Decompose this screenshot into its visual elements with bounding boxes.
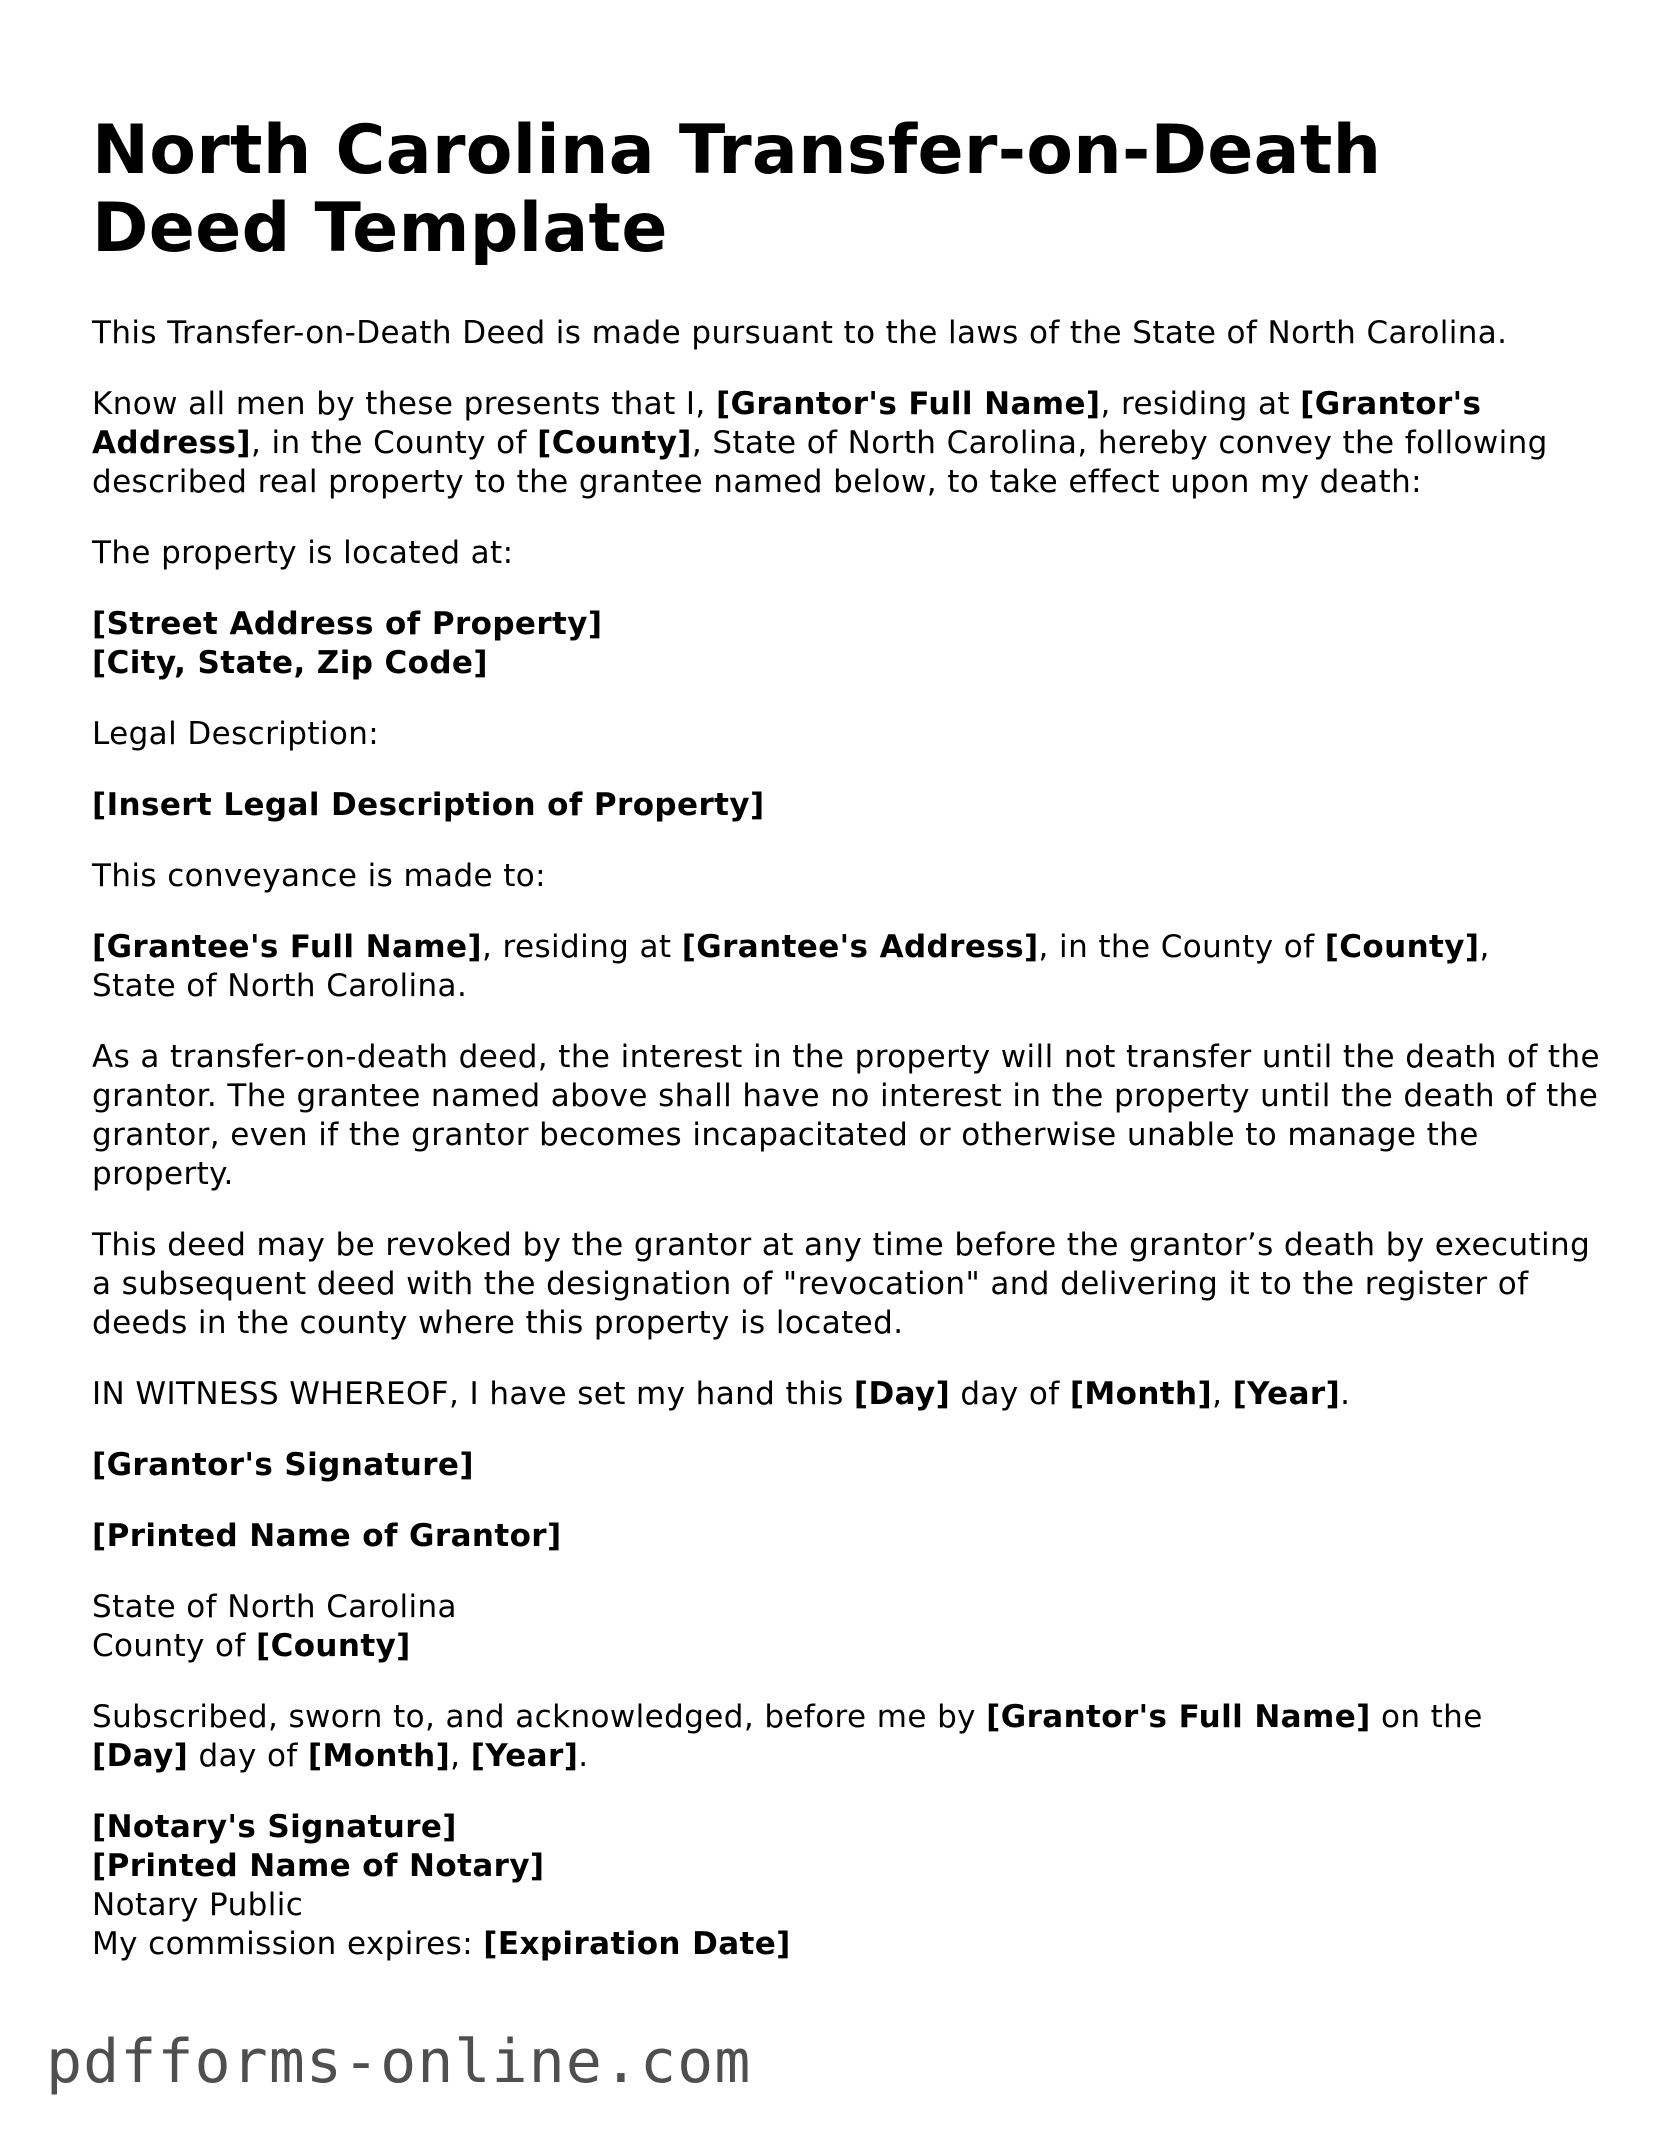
notary-signature-block bbox=[92, 1808, 1602, 1964]
acknowledgment-day-placeholder: [Day] bbox=[92, 1738, 189, 1774]
acknowledgment-text-2: on the bbox=[1370, 1699, 1483, 1735]
notary-signature-placeholder: [Notary's Signature] bbox=[92, 1809, 457, 1845]
grantee-clause-text-2: , in the County of bbox=[1038, 929, 1325, 965]
acknowledgment-month-placeholder: [Month] bbox=[307, 1738, 451, 1774]
grantee-county-placeholder: [County] bbox=[1324, 929, 1480, 965]
street-address-placeholder: [Street Address of Property] bbox=[92, 606, 603, 642]
grantee-clause-text-4: State of North Carolina. bbox=[92, 968, 468, 1004]
notary-public-label: Notary Public bbox=[92, 1887, 304, 1923]
acknowledgment-text-5: . bbox=[578, 1738, 589, 1774]
acknowledgment-paragraph bbox=[92, 1698, 1602, 1776]
property-intro: The property is located at: bbox=[92, 535, 514, 571]
site-watermark: pdfforms-online.com bbox=[46, 2027, 752, 2097]
notary-county-prefix: County of bbox=[92, 1628, 256, 1664]
witness-day-placeholder: [Day] bbox=[853, 1376, 951, 1412]
grantor-county-placeholder: [County] bbox=[537, 425, 692, 461]
commission-expires-label: My commission expires: bbox=[92, 1926, 484, 1962]
grantor-clause-paragraph bbox=[92, 385, 1602, 502]
acknowledgment-text-3: day of bbox=[188, 1738, 308, 1774]
grantee-name-placeholder: [Grantee's Full Name] bbox=[92, 929, 482, 965]
intro-paragraph: This Transfer-on-Death Deed is made pursuant to the laws of the State of North Carolina. bbox=[92, 315, 1508, 351]
legal-description-placeholder: [Insert Legal Description of Property] bbox=[92, 787, 765, 823]
expiration-date-placeholder: [Expiration Date] bbox=[483, 1926, 791, 1962]
witness-text-4: . bbox=[1340, 1376, 1351, 1412]
acknowledgment-grantor-name-placeholder: [Grantor's Full Name] bbox=[986, 1699, 1371, 1735]
witness-text-3: , bbox=[1212, 1376, 1233, 1412]
acknowledgment-year-placeholder: [Year] bbox=[470, 1738, 579, 1774]
witness-year-placeholder: [Year] bbox=[1232, 1376, 1341, 1412]
grantor-signature-placeholder: [Grantor's Signature] bbox=[92, 1447, 474, 1483]
notary-state-line: State of North Carolina bbox=[92, 1589, 457, 1625]
notary-printed-name-placeholder: [Printed Name of Notary] bbox=[92, 1848, 545, 1884]
grantor-clause-text-2: , residing at bbox=[1100, 386, 1301, 422]
document-title: North Carolina Transfer-on-Death Deed Template bbox=[92, 111, 1382, 268]
grantee-clause-text-1: , residing at bbox=[482, 929, 682, 965]
grantor-printed-name-line bbox=[92, 1517, 1602, 1556]
legal-description-block bbox=[92, 786, 1602, 825]
legal-description-label: Legal Description: bbox=[92, 716, 380, 752]
grantor-clause-text-3: , in the County of bbox=[250, 425, 538, 461]
grantor-printed-name-placeholder: [Printed Name of Grantor] bbox=[92, 1518, 562, 1554]
grantor-signature-line bbox=[92, 1446, 1602, 1485]
document-page bbox=[92, 112, 1602, 1996]
notary-venue-block bbox=[92, 1588, 1602, 1666]
city-state-zip-placeholder: [City, State, Zip Code] bbox=[92, 645, 488, 681]
grantor-name-placeholder: [Grantor's Full Name] bbox=[715, 386, 1101, 422]
grantee-clause-text-3: , bbox=[1479, 929, 1490, 965]
grantor-clause-text-1: Know all men by these presents that I, bbox=[92, 386, 716, 422]
transfer-paragraph: As a transfer-on-death deed, the interest in the property will not transfer until the death of the grantor. The grantee named above shall have no interest in the property until the death of the grantor, even if the grantor becomes incapacitated or otherwise unable to manage the property. bbox=[92, 1039, 1601, 1192]
property-address-block bbox=[92, 605, 1602, 683]
grantee-address-placeholder: [Grantee's Address] bbox=[681, 929, 1039, 965]
witness-text-2: day of bbox=[950, 1376, 1070, 1412]
grantor-clause-text-4: , State of North Carolina, hereby convey the following described real property to the grantee named below, to take effect upon my death: bbox=[92, 425, 1548, 500]
conveyance-intro: This conveyance is made to: bbox=[92, 858, 547, 894]
witness-month-placeholder: [Month] bbox=[1069, 1376, 1213, 1412]
acknowledgment-text-1: Subscribed, sworn to, and acknowledged, before me by bbox=[92, 1699, 987, 1735]
grantee-clause-paragraph bbox=[92, 928, 1602, 1006]
revocation-paragraph: This deed may be revoked by the grantor at any time before the grantor’s death by executing a subsequent deed with the designation of "revocation" and delivering it to the register of deeds in the county where this property is located. bbox=[92, 1227, 1591, 1341]
witness-text-1: IN WITNESS WHEREOF, I have set my hand this bbox=[92, 1376, 854, 1412]
grantor-address-placeholder: [Grantor's Address] bbox=[92, 386, 1482, 461]
acknowledgment-text-4: , bbox=[450, 1738, 471, 1774]
notary-county-placeholder: [County] bbox=[256, 1628, 411, 1664]
witness-clause-paragraph bbox=[92, 1375, 1602, 1414]
